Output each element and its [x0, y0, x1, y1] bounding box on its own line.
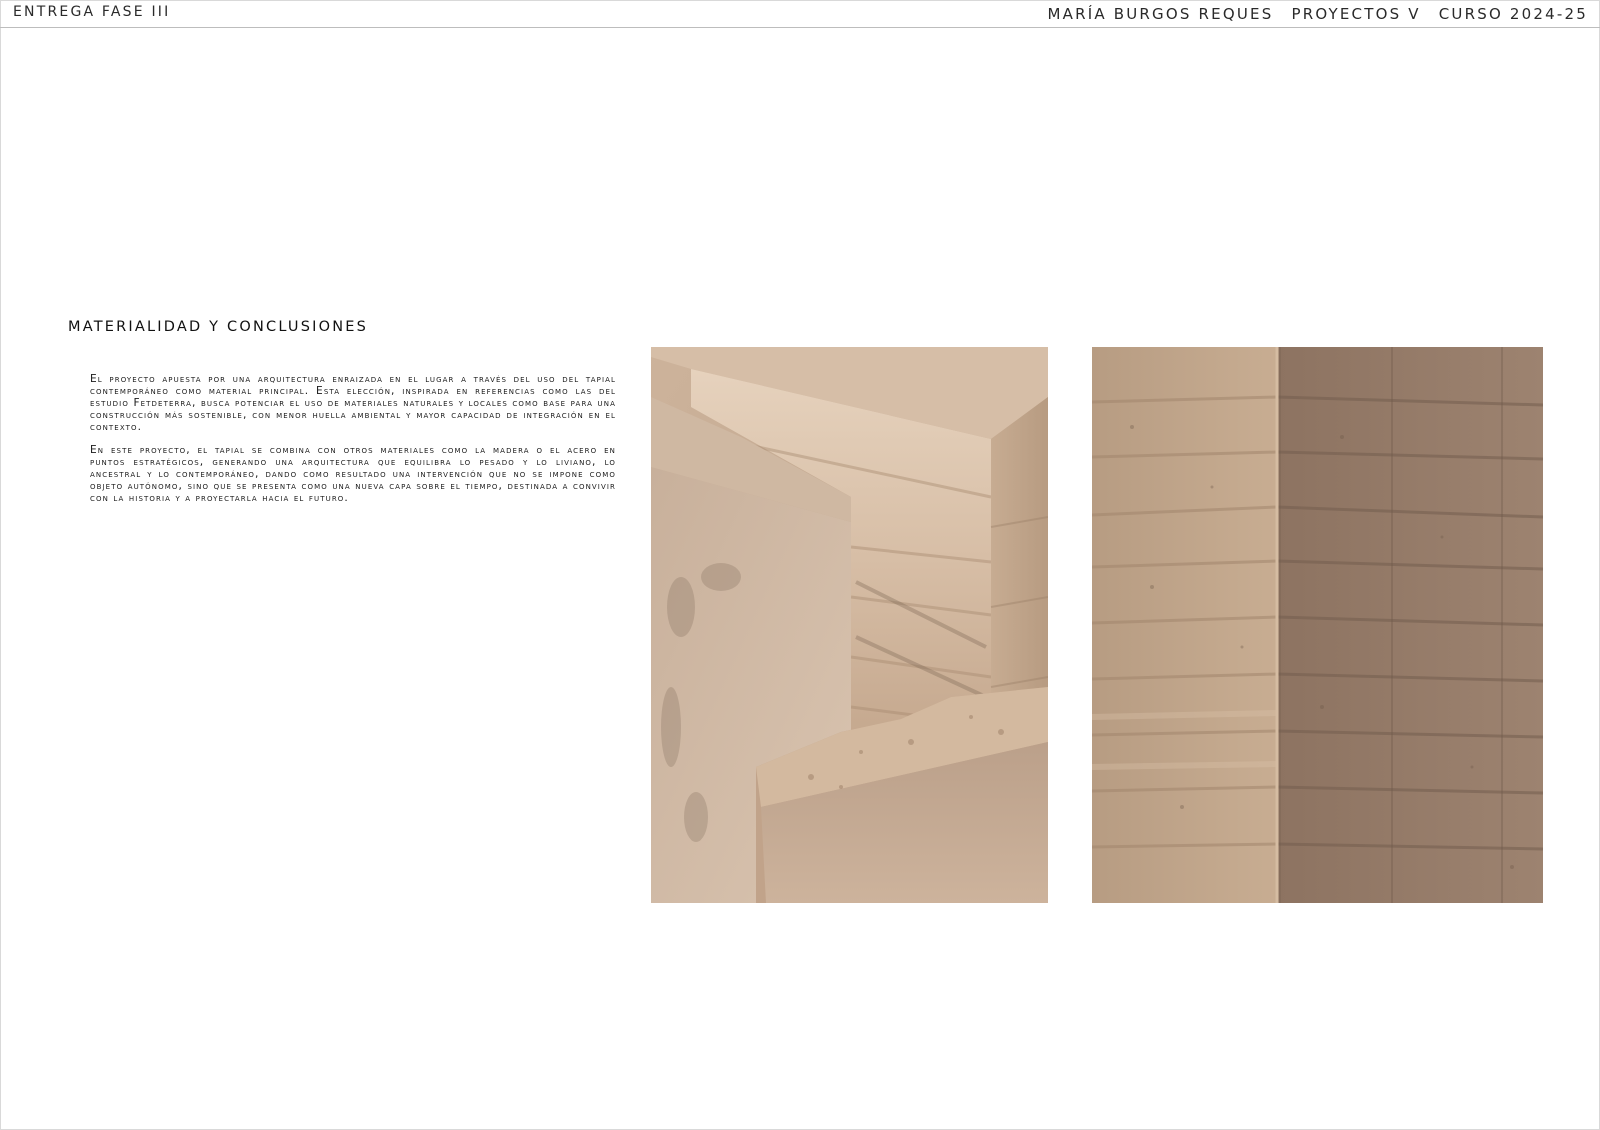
rammed-earth-wall-image [1092, 347, 1543, 903]
rammed-earth-blocks-image [651, 347, 1048, 903]
header-meta [1047, 5, 1588, 23]
rammed-earth-blocks-photo [651, 347, 1048, 903]
delivery-phase-label: ENTREGA FASE III [13, 4, 171, 20]
academic-year: CURSO 2024-25 [1438, 5, 1588, 23]
rammed-earth-wall-corner-photo [1092, 347, 1543, 903]
course-name: PROYECTOS V [1291, 5, 1421, 23]
paragraph-conclusions: En este proyecto, el tapial se combina con otros materiales como la madera o el acero en puntos estratégicos, generando una arquitectura que equilibra lo pesado y lo liviano, lo ancestral y lo contemporáneo, dando como resultado una intervención que no se impone como objeto autónomo, sino que se presenta como una nueva capa sobre el tiempo, destinada a convivir con la historia y a proyectarla hacia el futuro. [90, 444, 616, 504]
author-name: MARÍA BURGOS REQUES [1047, 5, 1274, 23]
header-divider [0, 27, 1600, 28]
section-body [90, 373, 616, 515]
section-title: MATERIALIDAD Y CONCLUSIONES [68, 319, 369, 335]
paragraph-materiality: El proyecto apuesta por una arquitectura enraizada en el lugar a través del uso del tapial contemporáneo como material principal. Esta elección, inspirada en referencias como las del estudio Fetdeterra, busca potenciar el uso de materiales naturales y locales como base para una construcción más sostenible, con menor huella ambiental y mayor capacidad de integración en el contexto. [90, 373, 616, 433]
